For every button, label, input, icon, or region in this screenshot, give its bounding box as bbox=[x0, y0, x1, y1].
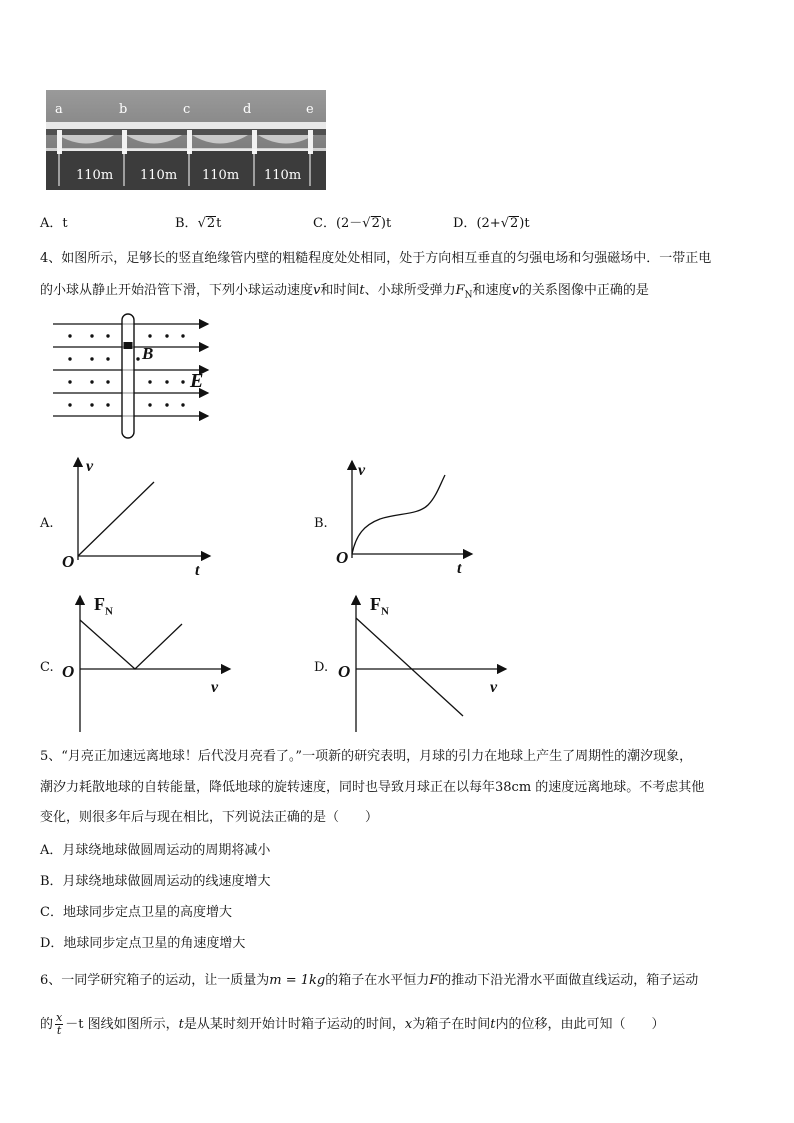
q4-line-1: 4、如图所示，足够长的竖直绝缘管内壁的粗糙程度处处相同，处于方向相互垂直的匀强电场和匀强磁场中．一带正电 bbox=[40, 251, 712, 266]
q3-option-c[interactable]: C．(2－√2)t bbox=[313, 216, 392, 231]
q5-option-a[interactable]: A．月球绕地球做圆周运动的周期将减小 bbox=[40, 843, 271, 858]
q5-option-d[interactable]: D．地球同步定点卫星的角速度增大 bbox=[40, 936, 246, 951]
q3-option-d[interactable]: D．(2+√2)t bbox=[453, 216, 530, 231]
graph-c-origin: O bbox=[62, 662, 75, 681]
q4-line-2: 的小球从静止开始沿管下滑，下列小球运动速度v和时间t、小球所受弹力$F_N$和速度v的关系图像中正确的是 bbox=[40, 283, 649, 301]
q5-line-2: 潮汐力耗散地球的自转能量，降低地球的旋转速度，同时也导致月球正在以每年38cm 的速度远离地球。不考虑其他 bbox=[40, 780, 705, 795]
q5-option-c[interactable]: C．地球同步定点卫星的高度增大 bbox=[40, 905, 232, 920]
distance-label-4: 110m bbox=[264, 168, 302, 183]
distance-label-1: 110m bbox=[76, 168, 114, 183]
graph-d-label[interactable]: D. bbox=[314, 660, 329, 675]
graph-d-origin: O bbox=[338, 662, 351, 681]
graph-c-axis-v: v bbox=[211, 679, 219, 696]
bridge-label-a: a bbox=[55, 102, 63, 117]
mass-value: m = 1kg bbox=[269, 973, 326, 988]
bridge-label-d: d bbox=[243, 102, 252, 117]
graph-a-label[interactable]: A. bbox=[40, 516, 54, 531]
graph-d-axis-fn: $F_N$ bbox=[370, 594, 389, 618]
graph-b-label[interactable]: B. bbox=[314, 516, 328, 531]
sqrt-sign: √ bbox=[197, 216, 206, 231]
distance-label-2: 110m bbox=[140, 168, 178, 183]
graph-c-axis-fn: $F_N$ bbox=[94, 594, 113, 618]
graph-b-axis-t: t bbox=[457, 560, 462, 577]
bridge-label-c: c bbox=[183, 102, 191, 117]
q5-option-b[interactable]: B．月球绕地球做圆周运动的线速度增大 bbox=[40, 874, 271, 889]
distance-label-3: 110m bbox=[202, 168, 240, 183]
graph-a bbox=[58, 452, 218, 587]
q6-line-1: 6、一同学研究箱子的运动，让一质量为m = 1kg的箱子在水平恒力F的推动下沿光滑水平面做直线运动，箱子运动 bbox=[40, 973, 699, 988]
q3-option-b[interactable]: B．√2t bbox=[175, 216, 222, 231]
graph-a-axis-v: v bbox=[86, 458, 94, 475]
graph-b-origin: O bbox=[336, 548, 349, 567]
sqrt-sign: √ bbox=[362, 216, 371, 231]
bridge-label-b: b bbox=[119, 102, 128, 117]
q5-line-1: 5、“月亮正加速远离地球！后代没月亮看了。”一项新的研究表明，月球的引力在地球上产生了周期性的潮汐现象， bbox=[40, 749, 693, 764]
field-label-b: B bbox=[142, 344, 154, 363]
q3-option-a[interactable]: A．t bbox=[40, 216, 68, 231]
graph-d-axis-v: v bbox=[490, 679, 498, 696]
graph-a-origin: O bbox=[62, 552, 75, 571]
fraction-x-over-t: $\frac{x}{t}$ bbox=[56, 1011, 63, 1037]
sqrt-sign: √ bbox=[500, 216, 509, 231]
q5-line-3: 变化，则很多年后与现在相比，下列说法正确的是（ ） bbox=[40, 810, 379, 825]
q6-line-2: 的 $\frac{x}{t}$ －t 图线如图所示，t是从某时刻开始计时箱子运动的时间，x为箱子在时间t内的位移，由此可知（ ） bbox=[40, 1011, 665, 1037]
bridge-label-e: e bbox=[306, 102, 314, 117]
graph-a-axis-t: t bbox=[195, 562, 200, 579]
field-label-e: E bbox=[190, 370, 204, 392]
graph-b-axis-v: v bbox=[358, 462, 366, 479]
graph-d bbox=[334, 592, 514, 737]
graph-c-label[interactable]: C. bbox=[40, 660, 54, 675]
graph-c bbox=[58, 592, 238, 737]
